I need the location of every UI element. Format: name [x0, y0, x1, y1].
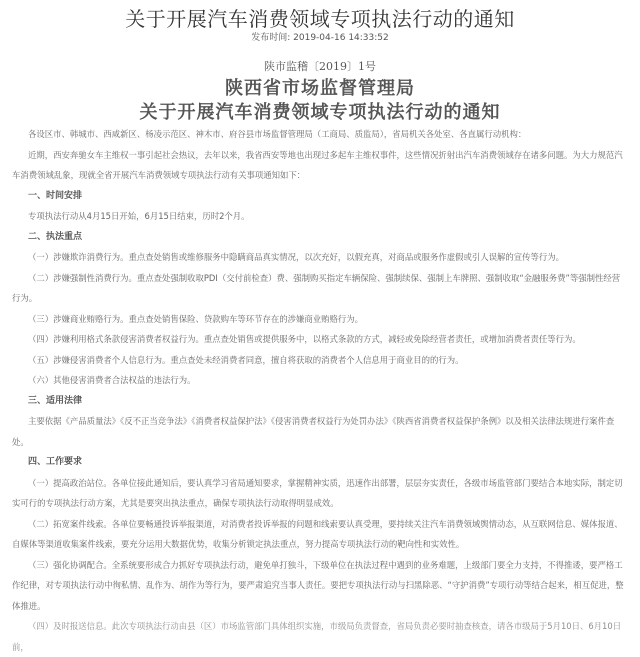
section-paragraph: （五）涉嫌侵害消费者个人信息行为。重点查处未经消费者同意，擅自将获取的消费者个人信息用于商业目的的行为。 — [28, 354, 464, 365]
section-paragraph: （三）涉嫌商业贿赂行为。重点查处销售保险、贷款购车等环节存在的涉嫌商业贿赂行为。 — [28, 313, 363, 324]
section-paragraph: （三）强化协调配合。全系统要形成合力抓好专项执法行动，避免单打独斗，下级单位在执法过程中遇到的业务难题，上级部门要全力支持，不得推诿，要严格工作纪律，对专项执法行动中徇私情、乱作为、胡作为等行为，要严肃追究当事人责任。要把专项执法行动与扫黑除恶、“守护消费”专项行动等结合起来，相互促进，整体推进。 — [12, 559, 624, 611]
section-paragraph: 主要依据《产品质量法》《反不正当竞争法》《消费者权益保护法》《侵害消费者权益行为处罚办法》《陕西省消费者权益保护条例》以及相关法律法规进行案件查处。 — [12, 416, 615, 447]
section-heading: 一、时间安排 — [28, 190, 83, 201]
section-paragraph: （二）拓宽案件线索。各单位要畅通投诉举报渠道，对消费者投诉举报的问题和线索要认真受理，要持续关注汽车消费领域舆情动态，从互联网信息、媒体报道、自媒体等渠道收集案件线索，要充分运用大数据优势，收集分析锁定执法重点，努力提高专项执法行动的靶向性和实效性。 — [12, 518, 623, 549]
intro-paragraph: 近期，西安奔驰女车主维权一事引起社会热议，去年以来，我省西安等地也出现过多起车主维权事件，这些情况折射出汽车消费领域存在诸多问题。为大力规范汽车消费领域乱象，现就全省开展汽车消费领域专项执法行动有关事项通知如下： — [12, 149, 623, 180]
document-number: 陕市监稽〔2019〕1号 — [264, 60, 376, 73]
page-title: 关于开展汽车消费领域专项执法行动的通知 — [125, 7, 515, 31]
publish-time-label: 发布时间: — [251, 33, 291, 43]
section-paragraph: （一）涉嫌欺诈消费行为。重点查处销售或维修服务中隐瞒商品真实情况，以次充好，以假充真，对商品或服务作虚假或引人误解的宣传等行为。 — [28, 252, 564, 262]
section-paragraph: （四）及时报送信息。此次专项执法行动由县（区）市场监管部门具体组织实施，市级局负责督查，省局负责必要时抽查核查，请各市级局于5月10日、6月10日前， — [12, 621, 622, 652]
document-title: 关于开展汽车消费领域专项执法行动的通知 — [139, 102, 501, 123]
document-body — [12, 124, 628, 657]
section-heading: 四、工作要求 — [28, 457, 83, 467]
section-heading: 三、适用法律 — [28, 395, 83, 406]
addressee: 各设区市、韩城市、西咸新区、杨凌示范区、神木市、府谷县市场监督管理局（工商局、质监局），省局机关各处室、各直属行动机构： — [28, 129, 527, 139]
publish-time-line — [0, 30, 640, 43]
section-paragraph: （二）涉嫌强制性消费行为。重点查处强制收取PDI（交付前检查）费、强制购买指定车辆保险、强制续保、强制上车牌照、强制收取“金融服务费”等强制性经营行为。 — [12, 272, 621, 303]
section-paragraph: （一）提高政治站位。各单位接此通知后，要认真学习省局通知要求，掌握精神实质，迅速作出部署，层层夯实责任，各级市场监管部门要结合本地实际，制定切实可行的专项执法行动方案，尤其是要突出执法重点，确保专项执法行动取得明显成效。 — [12, 477, 623, 508]
section-paragraph: （六）其他侵害消费者合法权益的违法行为。 — [28, 375, 196, 385]
publish-time-value: 2019-04-16 14:33:52 — [293, 33, 389, 43]
section-paragraph: （四）涉嫌利用格式条款侵害消费者权益行为。重点查处销售或提供服务中，以格式条款的方式，减轻或免除经营者责任，或增加消费者责任等行为。 — [28, 334, 581, 344]
section-heading: 二、执法重点 — [28, 231, 83, 242]
issuer-name: 陕西省市场监督管理局 — [225, 78, 415, 99]
section-paragraph: 专项执法行动从4月15日开始，6月15日结束，历时2个月。 — [28, 211, 250, 221]
